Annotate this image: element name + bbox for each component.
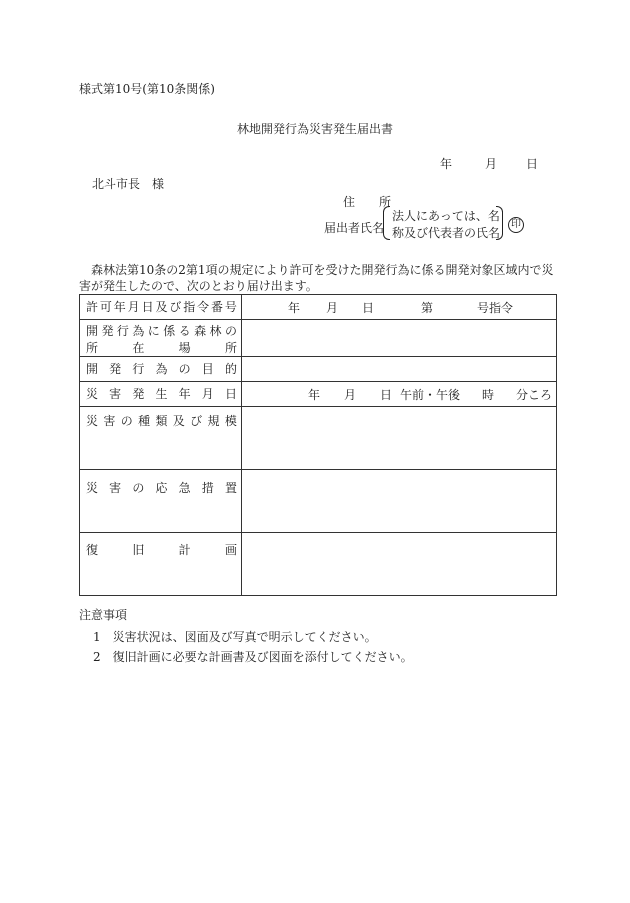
label-char: 号: [224, 300, 237, 314]
table-row-emergency: [80, 470, 557, 533]
label-char: 及: [172, 414, 185, 428]
label-recovery-plan: [80, 533, 242, 596]
applicant-name-label: 届出者氏名: [324, 221, 385, 235]
label-char: 画: [224, 543, 237, 557]
label-char: 災: [86, 481, 99, 495]
submission-date: [440, 155, 538, 172]
label-char: 発: [109, 362, 122, 376]
label-char: 可: [99, 300, 112, 314]
label-char: 害: [109, 481, 122, 495]
label-char: 計: [178, 543, 191, 557]
label-char: 種: [138, 414, 151, 428]
intro-text: 森林法第10条の2第1項の規定により許可を受けた開発行為に係る開発対象区域内で災害が発生したので、次のとおり届け出ます。: [79, 263, 554, 293]
value-disaster-type-scale[interactable]: [242, 407, 557, 470]
date-year: 年: [440, 157, 453, 171]
label-disaster-type-scale: [80, 407, 242, 470]
label-char: 模: [224, 414, 237, 428]
label-char: 開: [86, 324, 99, 338]
table-row-purpose: [80, 357, 557, 382]
table-row-recovery: [80, 533, 557, 596]
label-char: 指: [183, 300, 196, 314]
table-row-permit: [80, 295, 557, 320]
label-char: 為: [132, 324, 145, 338]
label-char: 的: [224, 362, 237, 376]
label-char: 規: [207, 414, 220, 428]
label-char: 急: [178, 481, 191, 495]
disaster-day: 日: [380, 388, 393, 402]
label-development-purpose: [80, 357, 242, 382]
label-char: 場: [178, 341, 191, 355]
addressee: 北斗市長 様: [92, 177, 165, 191]
value-permit-date[interactable]: [242, 295, 557, 320]
label-char: 許: [86, 300, 99, 314]
label-permit-date: [80, 295, 242, 320]
disaster-month: 月: [344, 388, 357, 402]
date-month: 月: [485, 157, 498, 171]
label-char: の: [178, 362, 191, 376]
report-form-table: [79, 294, 557, 596]
permit-year: 年: [288, 301, 301, 315]
label-char: 日: [141, 300, 154, 314]
disaster-year: 年: [308, 388, 321, 402]
seal-mark: 印: [508, 217, 524, 233]
label-char: 災: [86, 414, 99, 428]
label-char: 旧: [132, 543, 145, 557]
label-char: 在: [132, 341, 145, 355]
label-char: の: [120, 414, 133, 428]
disaster-ampm: 午前・午後: [400, 388, 461, 402]
right-bracket: [496, 206, 503, 240]
disaster-minute: 分ころ: [516, 388, 553, 402]
label-char: 害: [103, 414, 116, 428]
label-char: 発: [132, 387, 145, 401]
value-emergency-measures[interactable]: [242, 470, 557, 533]
label-char: 置: [224, 481, 237, 495]
label-forest-location: [80, 320, 242, 357]
label-char: 森: [194, 324, 207, 338]
label-char: 災: [86, 387, 99, 401]
label-char: 目: [201, 362, 214, 376]
notes-title: 注意事項: [79, 608, 128, 622]
label-char: に: [147, 324, 160, 338]
permit-go: 号指令: [477, 301, 514, 315]
label-char: 年: [113, 300, 126, 314]
note-item: 2 復旧計画に必要な計画書及び図面を添付してください。: [93, 650, 413, 664]
corporate-note-line2: 称及び代表者の氏名: [392, 226, 501, 240]
label-char: 月: [201, 387, 214, 401]
label-char: 応: [155, 481, 168, 495]
corporate-note: [383, 206, 503, 240]
label-char: 開: [86, 362, 99, 376]
document-title: 林地開発行為災害発生届出書: [236, 122, 393, 136]
address-label: 住 所: [343, 195, 392, 209]
label-char: 為: [155, 362, 168, 376]
table-row-disaster-type: [80, 407, 557, 470]
label-char: 生: [155, 387, 168, 401]
disaster-hour: 時: [482, 388, 495, 402]
label-char: 害: [109, 387, 122, 401]
permit-month: 月: [326, 301, 339, 315]
label-char: 所: [224, 341, 237, 355]
label-char: 年: [178, 387, 191, 401]
label-char: 復: [86, 543, 99, 557]
value-development-purpose[interactable]: [242, 357, 557, 382]
label-char: 所: [86, 341, 99, 355]
table-row-disaster-date: [80, 382, 557, 407]
date-day: 日: [526, 157, 539, 171]
label-char: 行: [116, 324, 129, 338]
value-forest-location[interactable]: [242, 320, 557, 357]
note-item: 1 災害状況は、図面及び写真で明示してください。: [93, 630, 377, 644]
label-char: び: [169, 300, 182, 314]
value-recovery-plan[interactable]: [242, 533, 557, 596]
permit-day: 日: [362, 301, 375, 315]
label-char: 月: [127, 300, 140, 314]
left-bracket: [383, 206, 390, 240]
label-char: る: [178, 324, 191, 338]
label-char: 発: [101, 324, 114, 338]
label-emergency-measures: [80, 470, 242, 533]
label-char: 係: [163, 324, 176, 338]
value-disaster-date[interactable]: [242, 382, 557, 407]
label-char: の: [224, 324, 237, 338]
label-disaster-date: [80, 382, 242, 407]
label-char: 番: [211, 300, 224, 314]
form-number: 様式第10号(第10条関係): [79, 82, 215, 96]
label-char: 行: [132, 362, 145, 376]
label-char: 類: [155, 414, 168, 428]
label-char: 令: [197, 300, 210, 314]
table-row-location: [80, 320, 557, 357]
label-char: 措: [201, 481, 214, 495]
corporate-note-line1: 法人にあっては、名: [392, 209, 500, 223]
label-char: び: [190, 414, 203, 428]
label-char: 林: [209, 324, 222, 338]
label-char: 日: [224, 387, 237, 401]
permit-dai: 第: [421, 301, 434, 315]
label-char: の: [132, 481, 145, 495]
label-char: 及: [155, 300, 168, 314]
